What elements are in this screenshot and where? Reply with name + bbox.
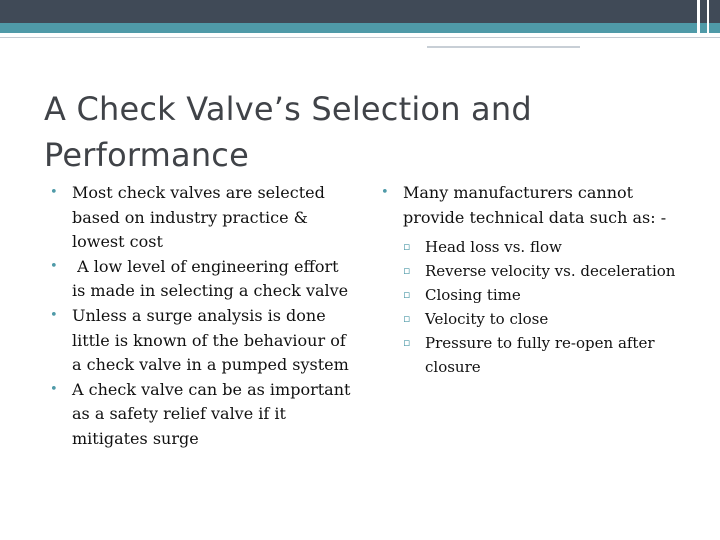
bullet-icon: •: [50, 185, 58, 200]
bullet-text: Many manufacturers cannot provide technical data such as: -: [403, 183, 667, 227]
bullet-text: Most check valves are selected based on industry practice & lowest cost: [72, 183, 325, 252]
header-gap: [707, 0, 709, 33]
sub-list-item: [403, 283, 691, 307]
sub-bullet-icon: ▫: [403, 288, 411, 302]
header-accent-line: [427, 46, 580, 48]
sub-list-item: [403, 307, 691, 331]
sub-list-item: [403, 331, 691, 379]
header-rule: [0, 37, 720, 38]
sub-list-item: [403, 235, 691, 259]
list-item: [50, 378, 355, 452]
sub-bullet-icon: ▫: [403, 312, 411, 326]
left-bullet-list: [50, 181, 355, 452]
sub-bullet-text: Pressure to fully re-open after closure: [425, 334, 655, 377]
bullet-text: A low level of engineering effort is made in selecting a check valve: [72, 256, 349, 301]
bullet-text: Unless a surge analysis is done little is known of the behaviour of a check valve in a pumped system: [72, 305, 349, 375]
bullet-icon: •: [50, 381, 58, 397]
slide-title: A Check Valve’s Selection and Performance: [44, 90, 532, 174]
sub-list-item: [403, 259, 691, 283]
sub-bullet-icon: ▫: [403, 336, 411, 350]
list-item: [50, 255, 355, 304]
bullet-icon: •: [381, 185, 389, 200]
sub-bullet-text: Closing time: [425, 286, 521, 305]
sub-bullet-text: Velocity to close: [425, 310, 549, 329]
header-teal-band: [0, 23, 720, 33]
sub-bullet-text: Reverse velocity vs. deceleration: [425, 262, 676, 281]
sub-bullet-icon: ▫: [403, 240, 411, 254]
header-dark-band: [0, 0, 720, 23]
header-gap: [697, 0, 700, 33]
sub-bullet-text: Head loss vs. flow: [425, 238, 562, 257]
right-bullet-list: [381, 181, 691, 379]
sub-bullet-icon: ▫: [403, 264, 411, 278]
list-item: [50, 181, 355, 255]
list-item: [50, 304, 355, 378]
sub-bullet-list: [403, 235, 691, 379]
bullet-icon: •: [50, 258, 58, 274]
bullet-text: A check valve can be as important as a safety relief valve if it mitigates surge: [72, 379, 351, 448]
list-item: [381, 181, 691, 379]
bullet-icon: •: [50, 307, 58, 323]
